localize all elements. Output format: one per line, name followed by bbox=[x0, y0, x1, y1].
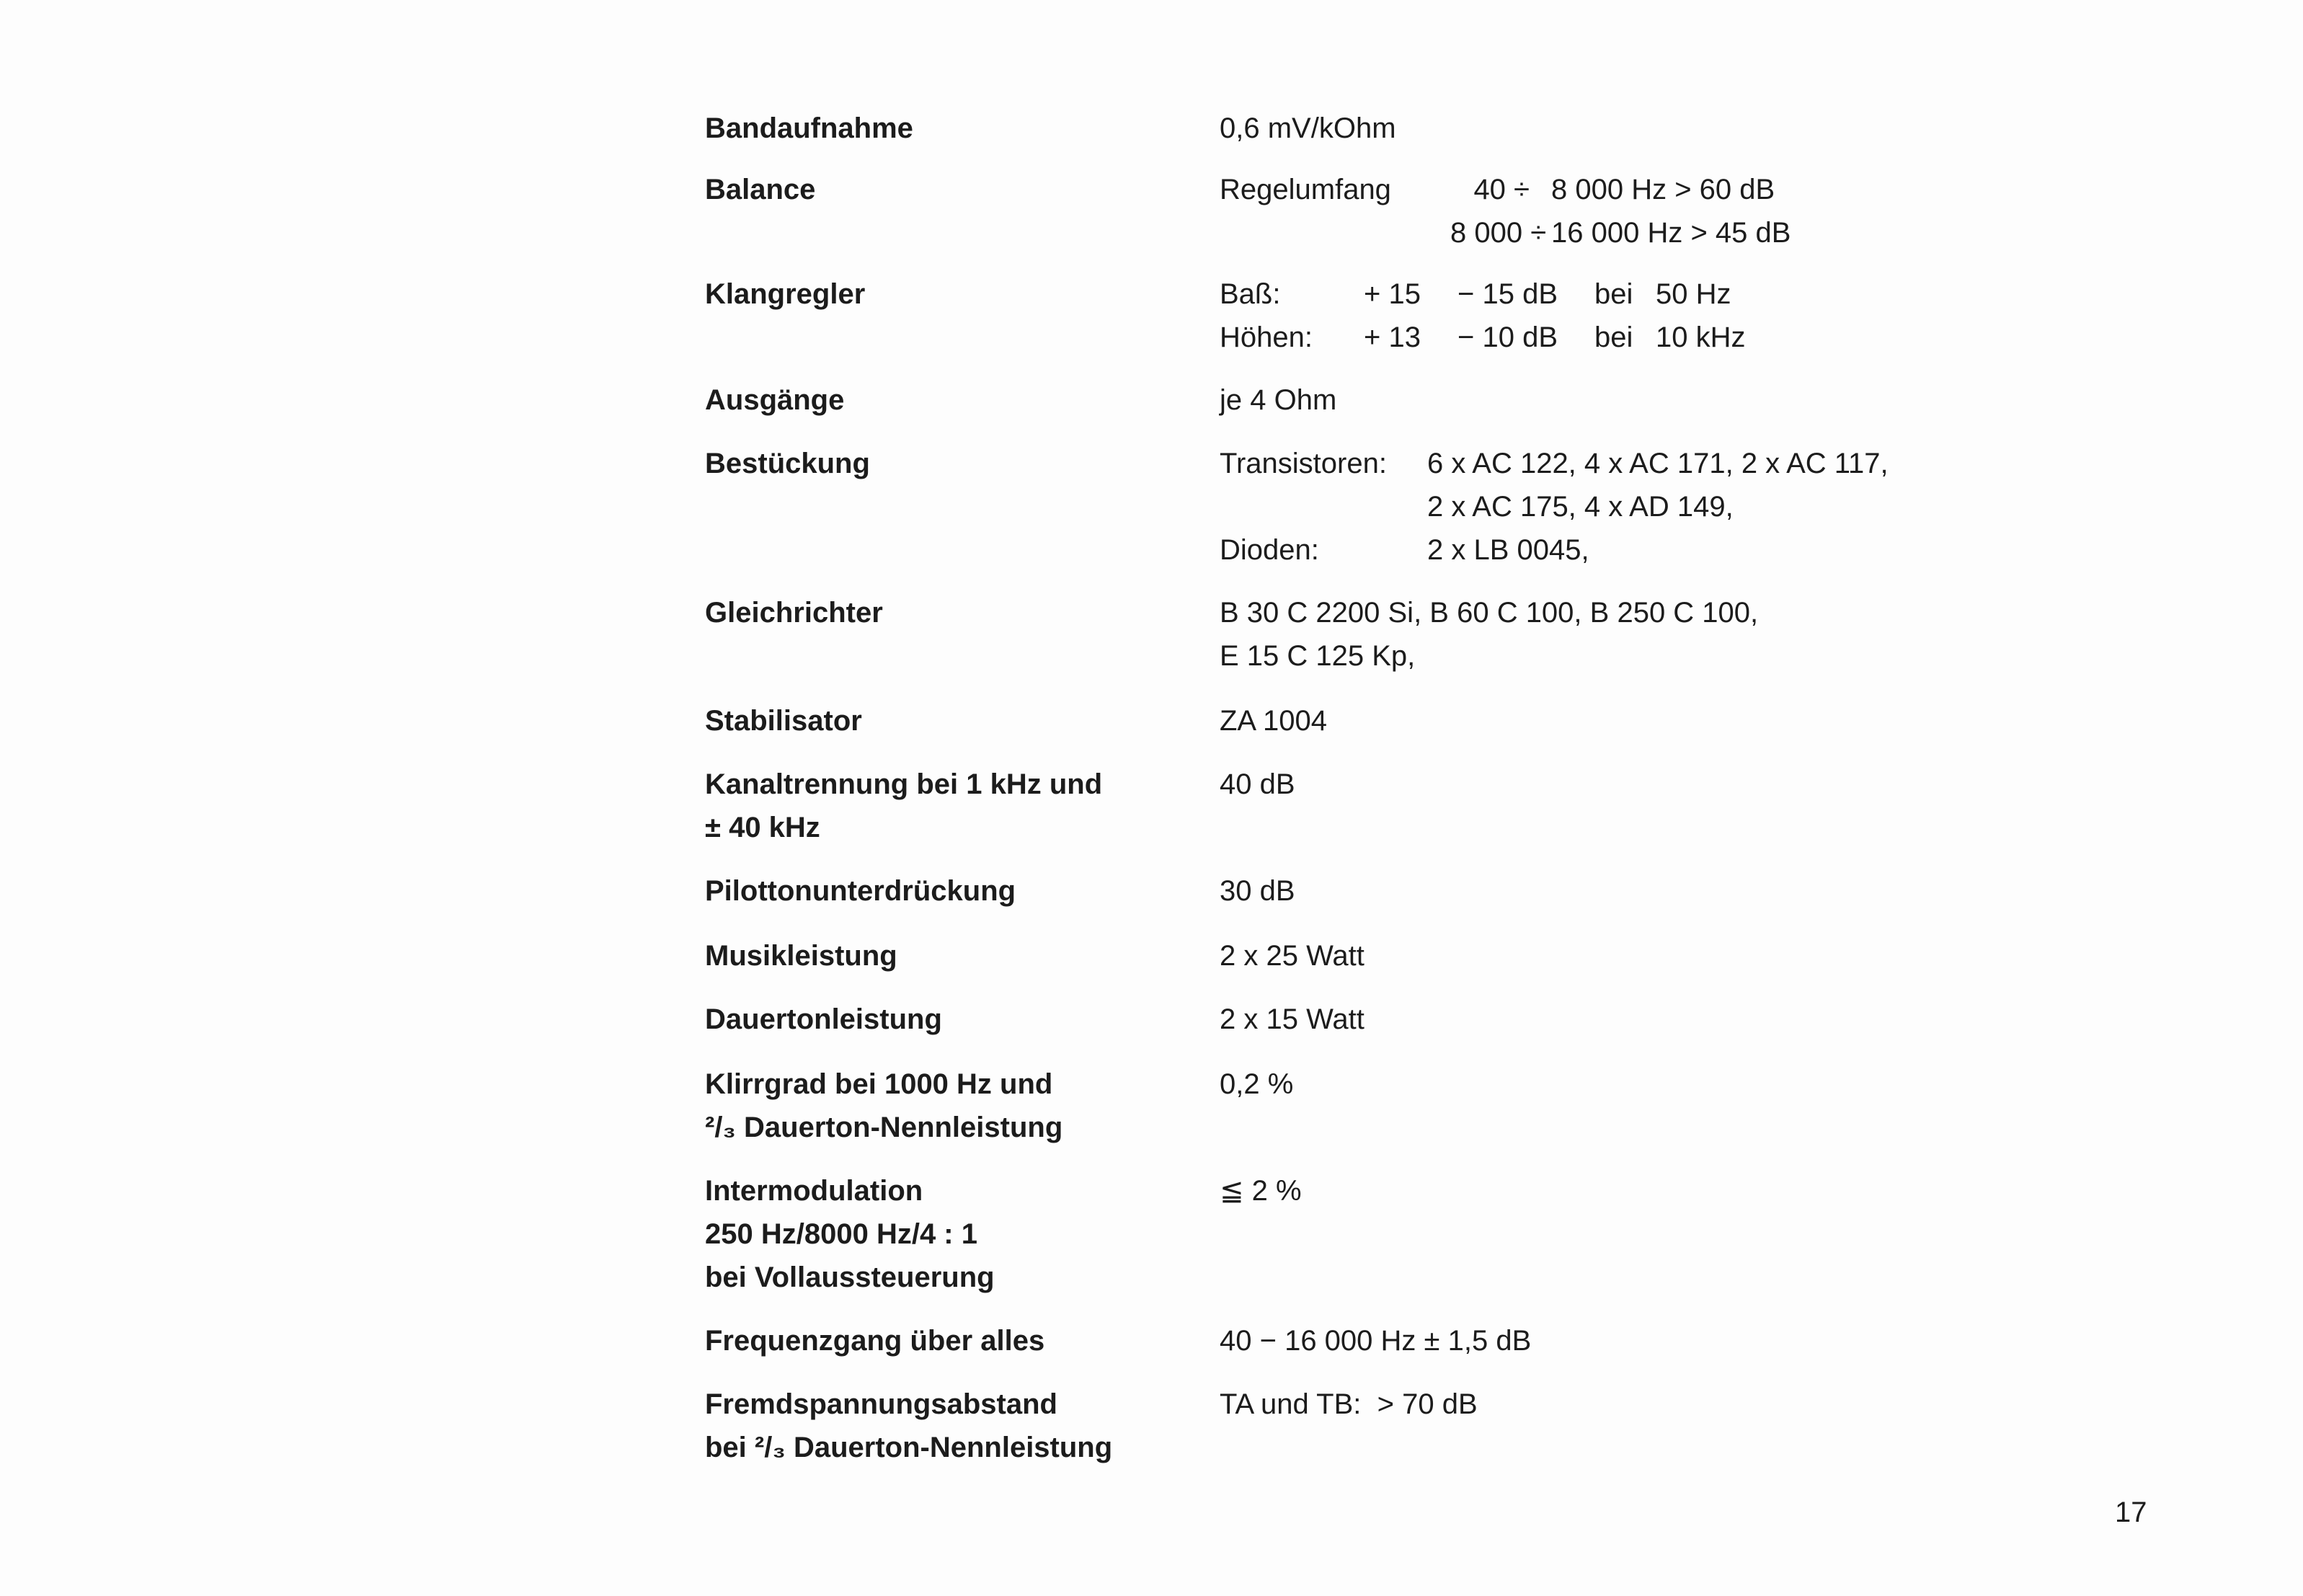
spec-label bbox=[705, 591, 1181, 634]
spec-value bbox=[1220, 1319, 1531, 1362]
spec-label bbox=[705, 272, 1181, 316]
spec-value-line: 2 x 25 Watt bbox=[1220, 940, 1365, 972]
spec-value bbox=[1220, 591, 1758, 678]
spec-label-line: Bestückung bbox=[705, 448, 870, 479]
spec-label bbox=[705, 763, 1181, 849]
spec-label bbox=[705, 107, 1181, 150]
spec-label bbox=[705, 1383, 1181, 1469]
spec-value-line bbox=[1220, 211, 1791, 254]
tone-cut: − 15 dB bbox=[1457, 278, 1558, 310]
spec-label-line: Bandaufnahme bbox=[705, 112, 913, 144]
spec-label-line: ²/₃ Dauerton-Nennleistung bbox=[705, 1112, 1063, 1143]
spec-value bbox=[1220, 442, 1889, 572]
spec-label-line: Pilottonunterdrückung bbox=[705, 875, 1016, 907]
spec-label-line: Balance bbox=[705, 174, 816, 205]
spec-value-line bbox=[1220, 168, 1791, 211]
spec-label-line: ± 40 kHz bbox=[705, 812, 820, 843]
spec-value-line: ZA 1004 bbox=[1220, 705, 1328, 737]
spec-label bbox=[705, 442, 1181, 485]
spec-value-line bbox=[1220, 485, 1889, 528]
spec-label bbox=[705, 699, 1181, 742]
spec-label-line: Ausgänge bbox=[705, 384, 845, 416]
spec-value bbox=[1220, 1383, 1478, 1426]
spec-label-line: Klirrgrad bei 1000 Hz und bbox=[705, 1068, 1053, 1100]
tone-boost: + 15 bbox=[1364, 278, 1421, 310]
spec-value bbox=[1220, 1063, 1293, 1106]
spec-value-line bbox=[1220, 528, 1889, 572]
tone-bei: bei bbox=[1594, 278, 1633, 310]
spec-value bbox=[1220, 763, 1295, 806]
spec-label-line: Musikleistung bbox=[705, 940, 897, 972]
spec-label bbox=[705, 934, 1181, 977]
spec-value bbox=[1220, 168, 1791, 254]
spec-value-line: 0,6 mV/kOhm bbox=[1220, 112, 1396, 144]
spec-label bbox=[705, 1063, 1181, 1149]
spec-value bbox=[1220, 934, 1365, 977]
spec-value-line: 2 x 15 Watt bbox=[1220, 1003, 1365, 1035]
spec-value-line: TA und TB: > 70 dB bbox=[1220, 1388, 1478, 1420]
spec-label bbox=[705, 168, 1181, 211]
balance-range-from: 40 ÷ bbox=[1473, 174, 1530, 205]
spec-value-line: 40 − 16 000 Hz ± 1,5 dB bbox=[1220, 1325, 1532, 1357]
spec-value-line: B 30 C 2200 Si, B 60 C 100, B 250 C 100, bbox=[1220, 597, 1759, 629]
component-type: Dioden: bbox=[1220, 534, 1319, 566]
spec-label bbox=[705, 1319, 1181, 1362]
spec-value-line: 30 dB bbox=[1220, 875, 1295, 907]
component-list: 2 x LB 0045, bbox=[1427, 534, 1589, 566]
spec-value-line bbox=[1220, 442, 1889, 485]
spec-label-line: Fremdspannungsabstand bbox=[705, 1388, 1057, 1420]
spec-value bbox=[1220, 272, 1746, 359]
page-number: 17 bbox=[2115, 1497, 2147, 1528]
spec-value bbox=[1220, 378, 1336, 422]
balance-range-to: 16 000 Hz > 45 dB bbox=[1551, 217, 1791, 249]
spec-value bbox=[1220, 869, 1295, 913]
spec-label-line: Kanaltrennung bei 1 kHz und bbox=[705, 768, 1103, 800]
balance-range-label: Regelumfang bbox=[1220, 174, 1391, 205]
spec-label bbox=[705, 1169, 1181, 1299]
tone-cut: − 10 dB bbox=[1457, 322, 1558, 353]
tone-band-label: Höhen: bbox=[1220, 322, 1313, 353]
spec-value-line: je 4 Ohm bbox=[1220, 384, 1337, 416]
spec-value-line bbox=[1220, 272, 1746, 316]
spec-label-line: Intermodulation bbox=[705, 1175, 923, 1207]
spec-value bbox=[1220, 998, 1365, 1041]
spec-label-line: bei Vollaussteuerung bbox=[705, 1262, 995, 1293]
spec-label-line: 250 Hz/8000 Hz/4 : 1 bbox=[705, 1218, 977, 1250]
spec-label-line: Stabilisator bbox=[705, 705, 862, 737]
spec-value-line: ≦ 2 % bbox=[1220, 1175, 1302, 1207]
spec-label-line: Frequenzgang über alles bbox=[705, 1325, 1045, 1357]
tone-frequency: 50 Hz bbox=[1656, 278, 1731, 310]
spec-label-line: Dauertonleistung bbox=[705, 1003, 942, 1035]
spec-label bbox=[705, 378, 1181, 422]
spec-label-line: bei ²/₃ Dauerton-Nennleistung bbox=[705, 1432, 1113, 1463]
spec-value bbox=[1220, 699, 1327, 742]
spec-value bbox=[1220, 1169, 1302, 1212]
spec-label bbox=[705, 998, 1181, 1041]
tone-band-label: Baß: bbox=[1220, 278, 1281, 310]
component-type: Transistoren: bbox=[1220, 448, 1387, 479]
tone-boost: + 13 bbox=[1364, 322, 1421, 353]
tone-frequency: 10 kHz bbox=[1656, 322, 1746, 353]
spec-value-line bbox=[1220, 316, 1746, 359]
spec-label-line: Klangregler bbox=[705, 278, 866, 310]
component-list: 6 x AC 122, 4 x AC 171, 2 x AC 117, bbox=[1427, 448, 1889, 479]
spec-label-line: Gleichrichter bbox=[705, 597, 883, 629]
spec-value-line: 40 dB bbox=[1220, 768, 1295, 800]
spec-label bbox=[705, 869, 1181, 913]
spec-value-line: E 15 C 125 Kp, bbox=[1220, 640, 1416, 672]
balance-range-to: 8 000 Hz > 60 dB bbox=[1551, 174, 1775, 205]
tone-bei: bei bbox=[1594, 322, 1633, 353]
spec-value-line: 0,2 % bbox=[1220, 1068, 1294, 1100]
balance-range-from: 8 000 ÷ bbox=[1450, 217, 1547, 249]
spec-value bbox=[1220, 107, 1396, 150]
component-list: 2 x AC 175, 4 x AD 149, bbox=[1427, 491, 1734, 523]
